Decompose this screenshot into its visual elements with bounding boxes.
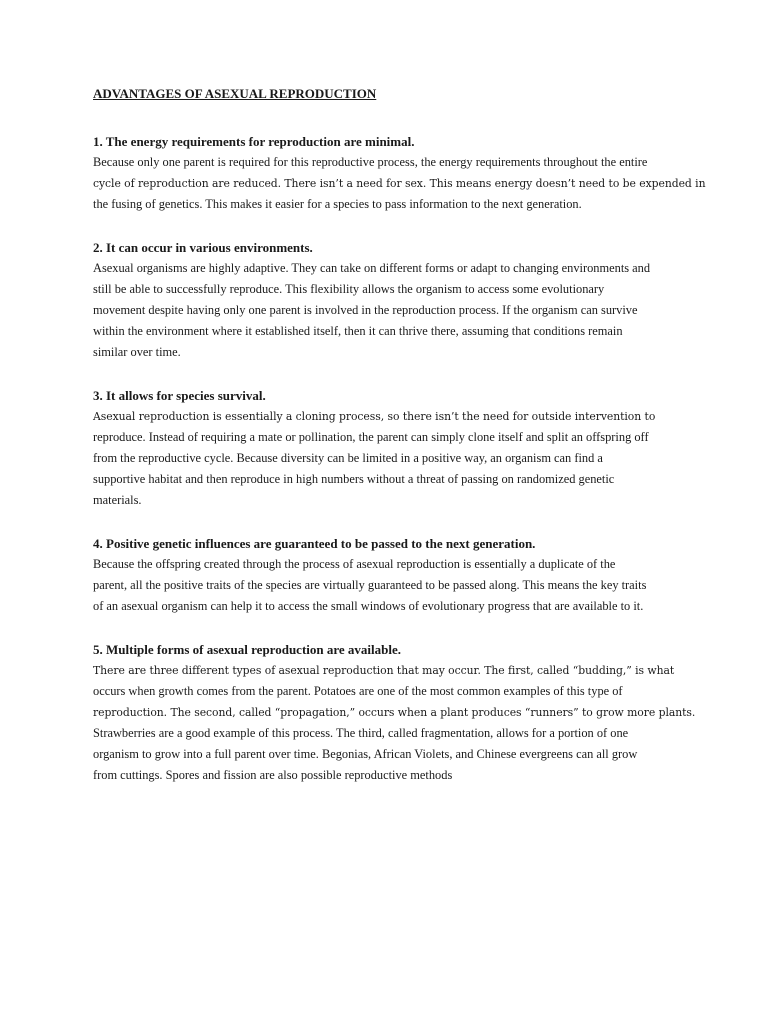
document-title: ADVANTAGES OF ASEXUAL REPRODUCTION: [93, 86, 377, 101]
section-heading: 2. It can occur in various environments.: [93, 240, 313, 255]
body-line: of an asexual organism can help it to access the small windows of evolutionary progress that are available to it.: [93, 599, 644, 613]
body-line: supportive habitat and then reproduce in high numbers without a threat of passing on randomized genetic: [93, 472, 615, 486]
document-page: [93, 85, 706, 810]
body-line: still be able to successfully reproduce. This flexibility allows the organism to access some evolutionary: [93, 282, 605, 296]
body-line: Because only one parent is required for this reproductive process, the energy requirements throughout the entire: [93, 155, 648, 169]
section-heading: 5. Multiple forms of asexual reproduction are available.: [93, 642, 402, 657]
section-heading: 3. It allows for species survival.: [93, 388, 266, 403]
body-line: movement despite having only one parent is involved in the reproduction process. If the organism can survive: [93, 303, 638, 317]
body-line: reproduce. Instead of requiring a mate or pollination, the parent can simply clone itself and split an offspring off: [93, 430, 649, 444]
section-various-environments: [93, 239, 678, 363]
body-line: from cuttings. Spores and fission are also possible reproductive methods: [93, 768, 453, 782]
body-line: organism to grow into a full parent over time. Begonias, African Violets, and Chinese evergreens can all grow: [93, 747, 638, 761]
section-heading: 4. Positive genetic influences are guaranteed to be passed to the next generation.: [93, 536, 536, 551]
section-positive-genetic-influences: [93, 535, 678, 617]
body-line: the fusing of genetics. This makes it easier for a species to pass information to the next generation.: [93, 197, 582, 211]
body-line: Strawberries are a good example of this process. The third, called fragmentation, allows for a portion of one: [93, 726, 629, 740]
body-line: materials.: [93, 493, 142, 507]
section-energy-requirements: [93, 133, 706, 215]
body-line: similar over time.: [93, 345, 181, 359]
body-line: cycle of reproduction are reduced. There isn’t a need for sex. This means energy doesn’t need to be expended in: [93, 177, 706, 190]
body-line: parent, all the positive traits of the species are virtually guaranteed to be passed along. This means the key traits: [93, 578, 647, 592]
body-line: Because the offspring created through the process of asexual reproduction is essentially a duplicate of the: [93, 557, 616, 571]
section-species-survival: [93, 387, 678, 511]
body-line: reproduction. The second, called “propagation,” occurs when a plant produces “runners” to grow more plants.: [93, 706, 696, 719]
section-multiple-forms: [93, 641, 696, 786]
section-heading: 1. The energy requirements for reproduction are minimal.: [93, 134, 415, 149]
body-line: occurs when growth comes from the parent. Potatoes are one of the most common examples of this type of: [93, 684, 623, 698]
body-line: from the reproductive cycle. Because diversity can be limited in a positive way, an organism can find a: [93, 451, 603, 465]
body-line: within the environment where it established itself, then it can thrive there, assuming that conditions remain: [93, 324, 623, 338]
body-line: Asexual organisms are highly adaptive. They can take on different forms or adapt to changing environments and: [93, 261, 651, 275]
body-line: There are three different types of asexual reproduction that may occur. The first, called “budding,” is what: [93, 664, 675, 677]
body-line: Asexual reproduction is essentially a cloning process, so there isn’t the need for outside intervention to: [93, 410, 656, 423]
